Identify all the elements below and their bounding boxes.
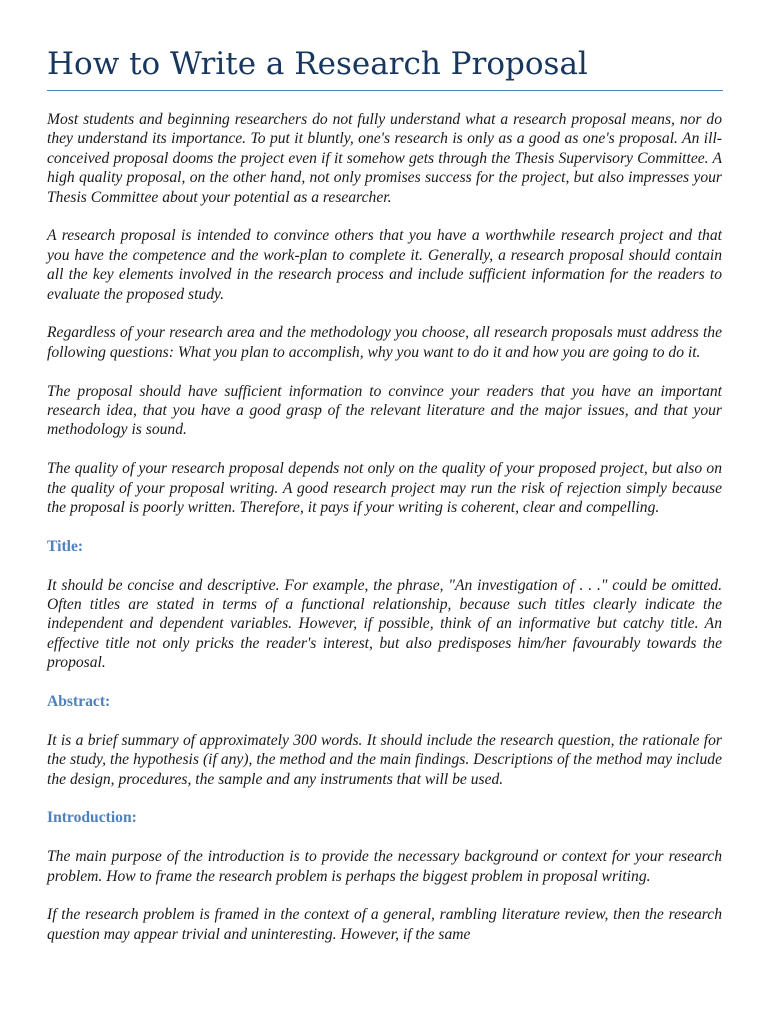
paragraph: Regardless of your research area and the methodology you choose, all research proposals must address the following questions: What you plan to accomplish, why you want to do it and how you are going to do it. — [47, 324, 722, 361]
title-divider — [47, 90, 723, 91]
paragraph: It is a brief summary of approximately 300 words. It should include the research question, the rationale for the study, the hypothesis (if any), the method and the main findings. Descriptions of the method may include the design, procedures, the sample and any instruments that will be used. — [47, 731, 722, 788]
page-title: How to Write a Research Proposal — [47, 46, 588, 82]
section-heading-title: Title: — [47, 537, 84, 555]
paragraph: It should be concise and descriptive. For example, the phrase, "An investigation of . . ." could be omitted. Often titles are stated in terms of a functional relationship, because such titles clearly indicate the independent and dependent variables. However, if possible, think of an informative but catchy title. An effective title not only pricks the reader's interest, but also predisposes him/her favourably towards the proposal. — [47, 576, 722, 672]
section-heading-introduction: Introduction: — [47, 809, 137, 827]
section-heading-abstract: Abstract: — [47, 693, 111, 711]
paragraph: The quality of your research proposal depends not only on the quality of your proposed project, but also on the quality of your proposal writing. A good research project may run the risk of rejection simply because the proposal is poorly written. Therefore, it pays if your writing is coherent, clear and compelling. — [47, 460, 722, 517]
document-body — [47, 110, 722, 964]
paragraph: A research proposal is intended to convince others that you have a worthwhile research project and that you have the competence and the work-plan to complete it. Generally, a research proposal should contain all the key elements involved in the research process and include sufficient information for the readers to evaluate the proposed study. — [47, 227, 722, 303]
paragraph: The proposal should have sufficient information to convince your readers that you have an important research idea, that you have a good grasp of the relevant literature and the major issues, and that your methodology is sound. — [47, 382, 722, 439]
paragraph: The main purpose of the introduction is to provide the necessary background or context for your research problem. How to frame the research problem is perhaps the biggest problem in proposal writing. — [47, 848, 722, 885]
paragraph: If the research problem is framed in the context of a general, rambling literature review, then the research question may appear trivial and uninteresting. However, if the same — [47, 906, 722, 943]
paragraph: Most students and beginning researchers do not fully understand what a research proposal means, nor do they understand its importance. To put it bluntly, one's research is only as a good as one's proposal. An ill-conceived proposal dooms the project even if it somehow gets through the Thesis Supervisory Committee. A high quality proposal, on the other hand, not only promises success for the project, but also impresses your Thesis Committee about your potential as a researcher. — [47, 111, 722, 206]
